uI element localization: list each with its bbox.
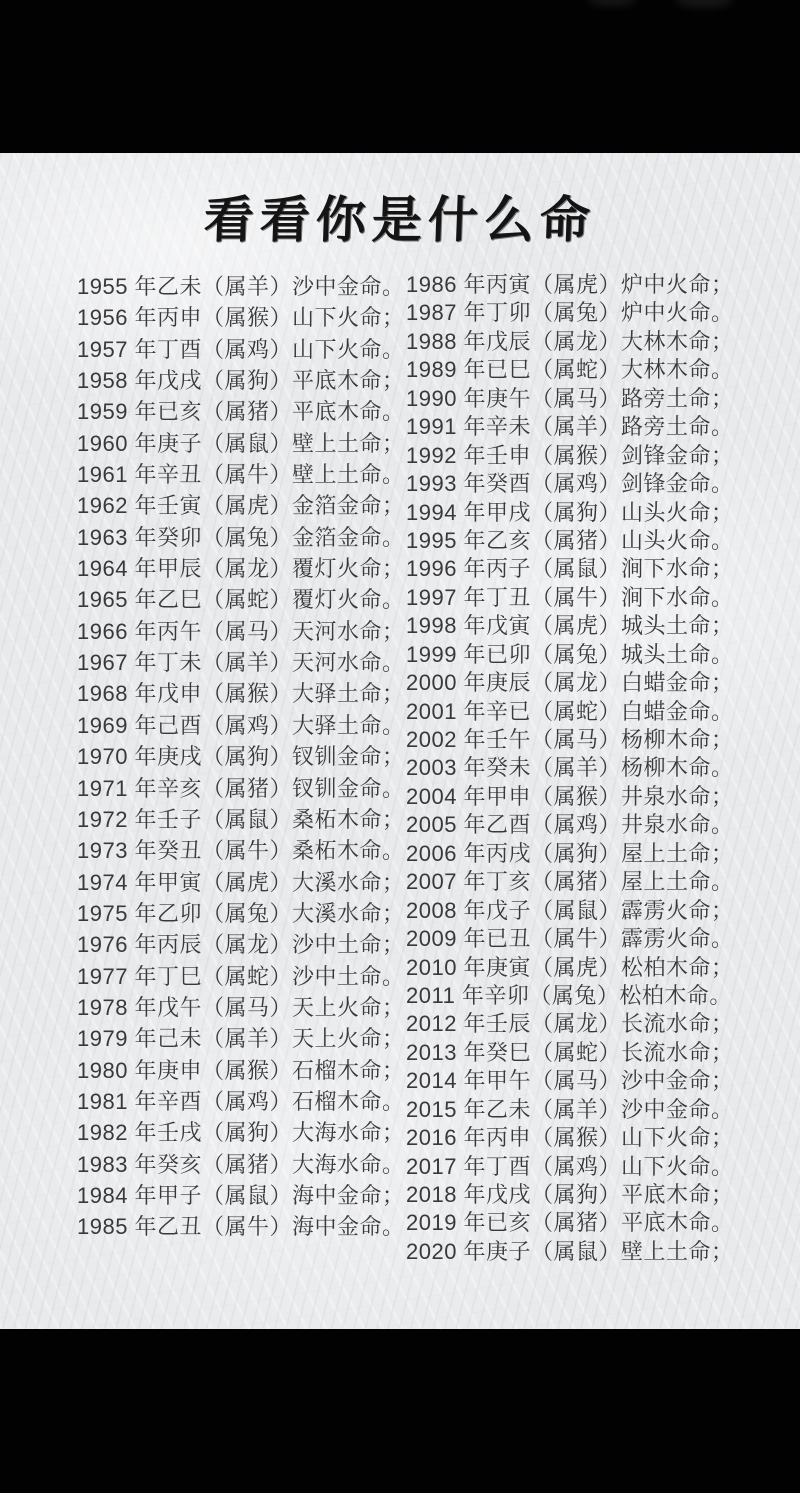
fate-row: 1997 年丁丑（属牛）涧下水命。 — [406, 584, 734, 610]
fate-row: 1972 年壬子（属鼠）桑柘木命； — [77, 806, 405, 832]
fate-row: 1966 年丙午（属马）天河水命； — [77, 618, 405, 644]
fate-row: 1962 年壬寅（属虎）金箔金命； — [77, 493, 405, 519]
fate-row: 1983 年癸亥（属猪）大海水命。 — [77, 1151, 405, 1177]
fate-row: 2001 年辛已（属蛇）白蜡金命。 — [406, 698, 734, 724]
fate-row: 2008 年戊子（属鼠）霹雳火命； — [406, 897, 734, 923]
letterbox-bottom — [0, 1329, 800, 1493]
fate-row: 1982 年壬戌（属狗）大海水命； — [77, 1120, 405, 1146]
fate-row: 1974 年甲寅（属虎）大溪水命； — [77, 869, 405, 895]
fate-row: 1992 年壬申（属猴）剑锋金命； — [406, 442, 734, 468]
fate-row: 1973 年癸丑（属牛）桑柘木命。 — [77, 838, 405, 864]
fate-row: 1998 年戊寅（属虎）城头土命； — [406, 613, 734, 639]
fate-row: 1957 年丁酉（属鸡）山下火命。 — [77, 336, 405, 362]
fate-row: 1967 年丁未（属羊）天河水命。 — [77, 650, 405, 676]
fate-row: 1963 年癸卯（属兔）金箔金命。 — [77, 524, 405, 550]
paper-sheet — [0, 153, 800, 1329]
fate-row: 1981 年辛酉（属鸡）石榴木命。 — [77, 1088, 405, 1114]
fate-row: 1961 年辛丑（属牛）壁上土命。 — [77, 462, 405, 488]
fate-row: 1996 年丙子（属鼠）涧下水命； — [406, 556, 734, 582]
fate-row: 1977 年丁巳（属蛇）沙中土命。 — [77, 963, 405, 989]
fate-row: 2011 年辛卯（属兔）松柏木命。 — [406, 982, 732, 1008]
fate-row: 1956 年丙申（属猴）山下火命； — [77, 305, 405, 331]
fate-row: 2010 年庚寅（属虎）松柏木命； — [406, 954, 734, 980]
fate-row: 1964 年甲辰（属龙）覆灯火命； — [77, 556, 405, 582]
fate-row: 1991 年辛未（属羊）路旁土命。 — [406, 414, 734, 440]
fate-row: 1955 年乙未（属羊）沙中金命。 — [77, 274, 405, 299]
fate-row: 2002 年壬午（属马）杨柳木命； — [406, 727, 734, 752]
fate-row: 2015 年乙未（属羊）沙中金命。 — [406, 1096, 734, 1122]
fate-row: 1968 年戊申（属猴）大驿土命； — [77, 681, 405, 707]
fate-row: 2020 年庚子（属鼠）壁上土命； — [406, 1238, 734, 1264]
camera-artifact — [588, 0, 636, 6]
letterbox-top — [0, 0, 800, 153]
fate-row: 1993 年癸酉（属鸡）剑锋金命。 — [406, 471, 734, 497]
fate-row: 1984 年甲子（属鼠）海中金命； — [77, 1182, 405, 1208]
fate-row: 1978 年戊午（属马）天上火命； — [77, 994, 405, 1020]
fate-row: 2017 年丁酉（属鸡）山下火命。 — [406, 1153, 734, 1179]
fate-row: 1995 年乙亥（属猪）山头火命。 — [406, 527, 734, 553]
fate-row: 2019 年已亥（属猪）平底木命。 — [406, 1210, 734, 1236]
fate-row: 2003 年癸未（属羊）杨柳木命。 — [406, 755, 734, 781]
fate-row: 1979 年己未（属羊）天上火命； — [77, 1026, 405, 1052]
fate-list-left-column — [77, 271, 405, 1243]
fate-row: 1975 年乙卯（属兔）大溪水命； — [77, 900, 405, 926]
fate-row: 2012 年壬辰（属龙）长流水命； — [406, 1011, 734, 1037]
fate-row: 2007 年丁亥（属猪）屋上土命。 — [406, 869, 734, 895]
fate-row: 1989 年已巳（属蛇）大林木命。 — [406, 357, 734, 383]
fate-row: 2009 年已丑（属牛）霹雳火命。 — [406, 926, 734, 952]
fate-row: 1971 年辛亥（属猪）钗钏金命。 — [77, 775, 405, 801]
fate-row: 1969 年己酉（属鸡）大驿土命。 — [77, 712, 405, 738]
page-title: 看看你是什么命 — [202, 190, 597, 249]
fate-row: 1959 年已亥（属猪）平底木命。 — [77, 399, 405, 425]
fate-row: 1986 年丙寅（属虎）炉中火命； — [406, 272, 734, 297]
fate-row: 2016 年丙申（属猴）山下火命； — [406, 1125, 734, 1151]
fate-row: 2014 年甲午（属马）沙中金命； — [406, 1068, 734, 1094]
fate-row: 2018 年戊戌（属狗）平底木命； — [406, 1182, 734, 1207]
fate-row: 1999 年已卯（属兔）城头土命。 — [406, 641, 734, 667]
fate-row: 1987 年丁卯（属兔）炉中火命。 — [406, 300, 734, 326]
fate-row: 1985 年乙丑（属牛）海中金命。 — [77, 1214, 405, 1240]
fate-row: 2005 年乙酉（属鸡）井泉水命。 — [406, 812, 734, 838]
fate-row: 1958 年戊戌（属狗）平底木命； — [77, 368, 405, 394]
fate-row: 1980 年庚申（属猴）石榴木命； — [77, 1057, 405, 1083]
fate-row: 2004 年甲申（属猴）井泉水命； — [406, 783, 734, 809]
camera-artifact — [676, 0, 732, 8]
fate-list-right-column — [406, 271, 734, 1266]
fate-row: 1965 年乙巳（属蛇）覆灯火命。 — [77, 587, 405, 613]
fate-row: 2006 年丙戌（属狗）屋上土命； — [406, 840, 734, 866]
fate-row: 2013 年癸巳（属蛇）长流水命； — [406, 1039, 734, 1065]
fate-row: 1988 年戊辰（属龙）大林木命； — [406, 328, 734, 354]
fate-row: 2000 年庚辰（属龙）白蜡金命； — [406, 670, 734, 696]
fate-row: 1990 年庚午（属马）路旁土命； — [406, 385, 734, 411]
fate-row: 1960 年庚子（属鼠）壁上土命； — [77, 430, 405, 456]
fate-row: 1970 年庚戌（属狗）钗钏金命； — [77, 744, 405, 770]
fate-row: 1994 年甲戌（属狗）山头火命； — [406, 499, 734, 525]
fate-row: 1976 年丙辰（属龙）沙中土命； — [77, 932, 405, 958]
